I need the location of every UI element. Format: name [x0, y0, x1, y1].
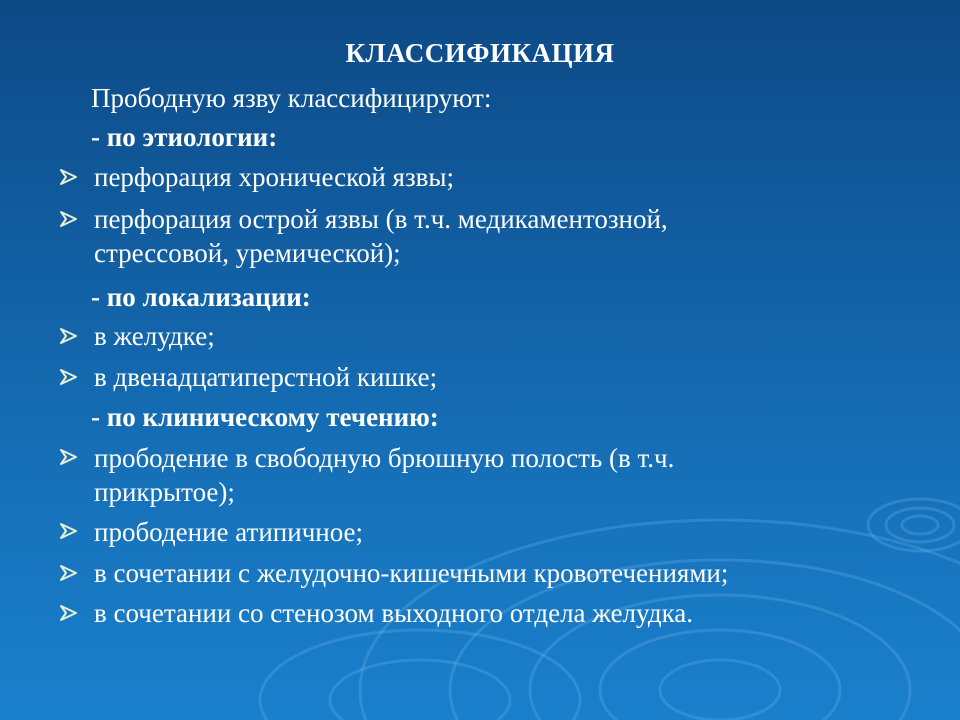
arrowhead-check-icon — [59, 209, 79, 229]
arrowhead-check-icon — [59, 521, 79, 541]
arrowhead-check-icon — [59, 603, 79, 623]
section-heading-etiology: - по этиологии: — [91, 122, 278, 152]
list-item: прободение в свободную брюшную полость (в т.ч. — [94, 443, 675, 473]
arrowhead-check-icon — [59, 367, 79, 387]
list-item: в сочетании с желудочно-кишечными кровотечениями; — [94, 558, 729, 588]
list-item: в сочетании со стенозом выходного отдела желудка. — [94, 598, 694, 628]
slide-title: КЛАССИФИКАЦИЯ — [345, 38, 615, 68]
section-heading-localization: - по локализации: — [91, 282, 311, 312]
section-heading-clinical-course: - по клиническому течению: — [91, 402, 439, 432]
list-item: в желудке; — [94, 321, 215, 351]
intro-text: Прободную язву классифицируют: — [91, 83, 492, 113]
list-item: в двенадцатиперстной кишке; — [94, 362, 438, 392]
list-item: прободение атипичное; — [94, 517, 364, 547]
list-item-continuation: прикрытое); — [94, 477, 235, 507]
arrowhead-check-icon — [59, 447, 79, 467]
arrowhead-check-icon — [59, 326, 79, 346]
list-item: перфорация хронической язвы; — [94, 162, 455, 192]
arrowhead-check-icon — [59, 563, 79, 583]
list-item: перфорация острой язвы (в т.ч. медикаментозной, — [94, 204, 668, 234]
list-item-continuation: стрессовой, уремической); — [94, 238, 401, 268]
arrowhead-check-icon — [59, 167, 79, 187]
